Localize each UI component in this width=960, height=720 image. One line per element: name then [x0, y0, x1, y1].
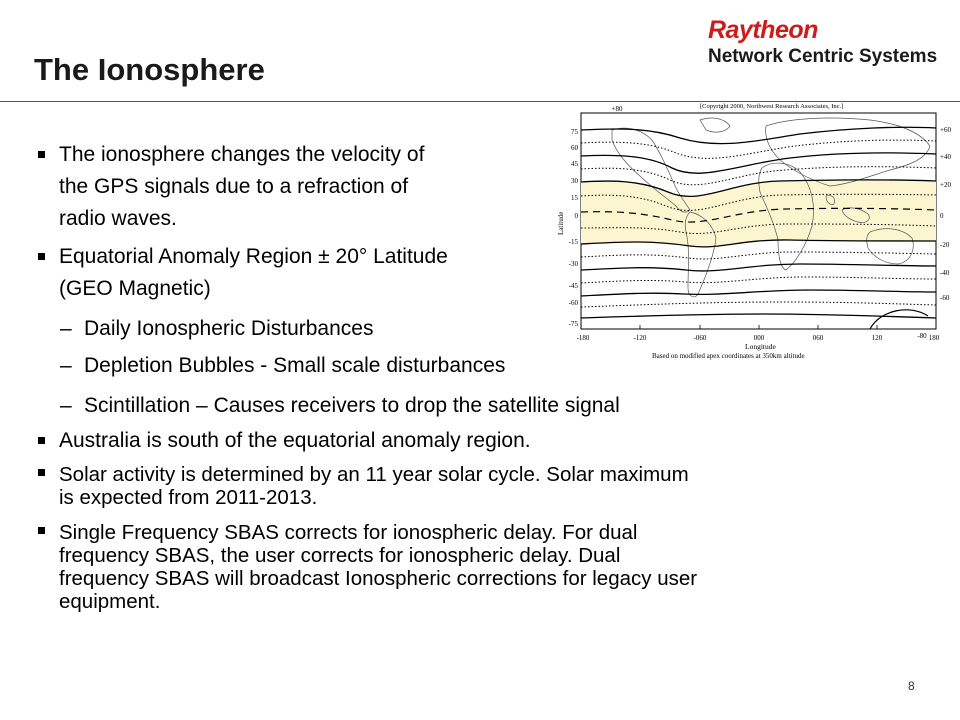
bullet-5-line-1: Single Frequency SBAS corrects for ionospheric delay. For dual — [59, 521, 638, 544]
latitude-tick-label: 60 — [571, 144, 578, 152]
sub-bullet-2: Depletion Bubbles - Small scale disturbances — [84, 354, 506, 377]
longitude-tick-label: -180 — [576, 334, 590, 342]
longitude-tick-label: -120 — [633, 334, 647, 342]
latitude-tick-label: 45 — [571, 160, 578, 168]
latitude-tick-label: 0 — [574, 212, 578, 220]
logo-brand: Raytheon — [708, 16, 818, 44]
bullet-5-line-4: equipment. — [59, 590, 161, 613]
bullet-5-line-2: frequency SBAS, the user corrects for ionospheric delay. Dual — [59, 544, 621, 567]
latitude-tick-label: 30 — [571, 177, 578, 185]
latitude-tick-label: -60 — [568, 299, 578, 307]
contour-label: +20 — [940, 181, 951, 189]
latitude-tick-label: 75 — [571, 128, 578, 136]
bullet-marker — [38, 253, 45, 260]
slide-title: The Ionosphere — [34, 52, 265, 87]
bullet-4-line-2: is expected from 2011-2013. — [59, 486, 318, 509]
longitude-tick-label: -060 — [693, 334, 707, 342]
bullet-5-line-3: frequency SBAS will broadcast Ionospheric corrections for legacy user — [59, 567, 698, 590]
contour-label: +80 — [611, 105, 623, 113]
bullet-2-line-1: Equatorial Anomaly Region ± 20° Latitude — [59, 245, 448, 268]
contour-label: -60 — [940, 294, 950, 302]
longitude-tick-label: 180 — [928, 334, 940, 342]
longitude-tick-label: 120 — [871, 334, 883, 342]
map-y-label: Latitude — [557, 211, 565, 235]
sub-bullet-3: Scintillation – Causes receivers to drop the satellite signal — [84, 394, 620, 417]
bullet-4-line-1: Solar activity is determined by an 11 year solar cycle. Solar maximum — [59, 463, 689, 486]
bullet-marker — [38, 527, 45, 534]
contour-label: +60 — [940, 126, 951, 134]
latitude-tick-label: -75 — [568, 320, 578, 328]
latitude-tick-label: -15 — [568, 238, 578, 246]
map-x-label: Longitude — [745, 342, 776, 351]
latitude-tick-label: -45 — [568, 282, 578, 290]
bullet-marker — [38, 469, 45, 476]
bullet-1-line-2: the GPS signals due to a refraction of — [59, 175, 409, 198]
bullet-1-line-1: The ionosphere changes the velocity of — [59, 143, 425, 166]
sub-bullet-dash: – — [60, 394, 72, 417]
bullet-1-line-3: radio waves. — [59, 207, 177, 230]
logo-division: Network Centric Systems — [708, 46, 938, 67]
contour-label: -40 — [940, 269, 950, 277]
sub-bullet-dash: – — [60, 317, 72, 340]
contour-label: -80 — [917, 332, 927, 340]
latitude-tick-label: 15 — [571, 194, 578, 202]
sub-bullet-dash: – — [60, 354, 72, 377]
map-caption: Based on modified apex coordinates at 350km altitude — [652, 352, 805, 360]
bullet-3: Australia is south of the equatorial anomaly region. — [59, 429, 531, 452]
contour-label: 0 — [940, 212, 944, 220]
longitude-tick-label: 060 — [812, 334, 824, 342]
bullet-marker — [38, 437, 45, 444]
sub-bullet-1: Daily Ionospheric Disturbances — [84, 317, 374, 340]
page-number: 8 — [908, 679, 915, 693]
contour-label: -20 — [940, 241, 950, 249]
bullet-marker — [38, 151, 45, 158]
contour-label: +40 — [940, 153, 951, 161]
longitude-tick-label: 000 — [753, 334, 765, 342]
map-copyright: [Copyright 2000, Northwest Research Associates, Inc.] — [700, 103, 844, 110]
bullet-2-line-2: (GEO Magnetic) — [59, 277, 211, 300]
latitude-tick-label: -30 — [568, 260, 578, 268]
